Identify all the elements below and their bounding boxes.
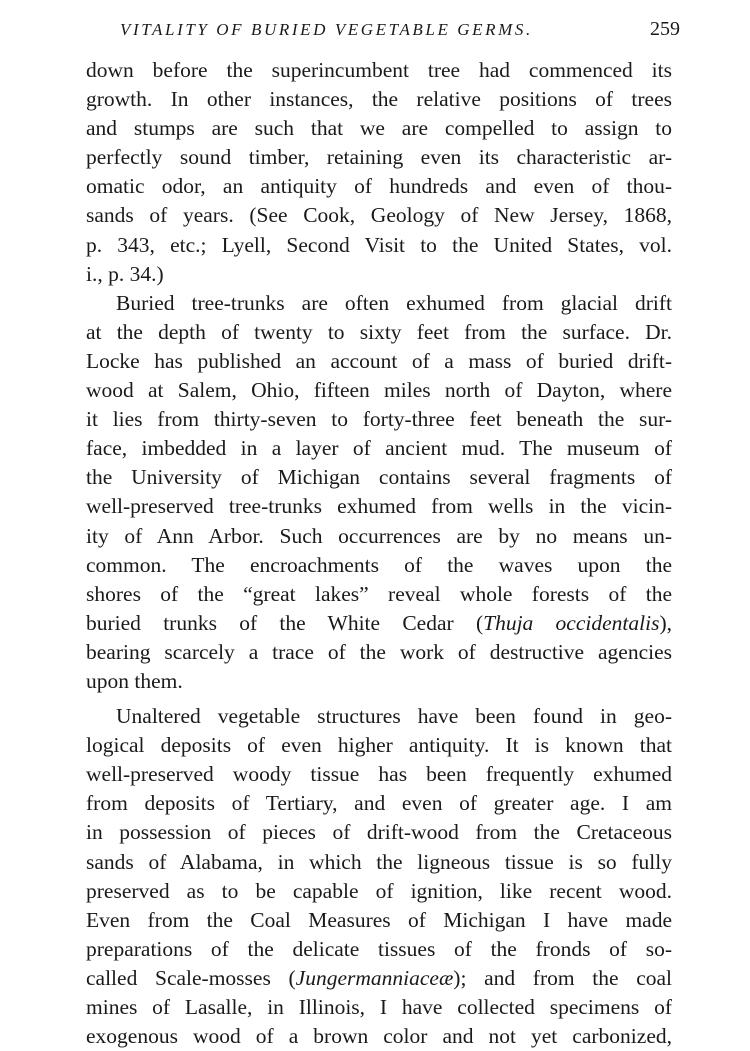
text-line: well-preserved woody tissue has been frequently exhumed [86,762,672,787]
text-line: perfectly sound timber, retaining even its characteristic ar- [86,145,672,170]
text-line: in possession of pieces of drift-wood from the Cretaceous [86,820,672,845]
paragraph-1 [86,56,672,289]
text-line: growth. In other instances, the relative positions of trees [86,87,672,112]
text-line: sands of Alabama, in which the ligneous tissue is so fully [86,849,672,874]
italic-taxon-name: Thuja occidentalis [483,610,660,635]
text-line: at the depth of twenty to sixty feet from the surface. Dr. [86,319,672,344]
italic-taxon-name: Jungermanniaceæ [295,965,454,990]
text-line: buried trunks of the White Cedar (Thuja occidentalis), [86,610,672,635]
text-line: sands of years. (See Cook, Geology of New Jersey, 1868, [86,203,672,228]
text-line: face, imbedded in a layer of ancient mud. The museum of [86,436,672,461]
text-line: and stumps are such that we are compelled to assign to [86,116,672,141]
text-line: preparations of the delicate tissues of the fronds of so- [86,936,672,961]
paragraph-2 [86,289,672,696]
running-title: VITALITY OF BURIED VEGETABLE GERMS. [120,20,533,39]
text-line: upon them. [86,668,183,693]
text-line: Locke has published an account of a mass of buried drift- [86,348,672,373]
text-line: wood at Salem, Ohio, fifteen miles north of Dayton, where [86,378,672,403]
running-header [120,16,680,50]
text-line: exogenous wood of a brown color and not yet carbonized, [86,1024,672,1049]
text-line: well-preserved tree-trunks exhumed from wells in the vicin- [86,494,672,519]
text-line: ity of Ann Arbor. Such occurrences are by no means un- [86,523,672,548]
text-line: shores of the “great lakes” reveal whole forests of the [86,581,672,606]
text-line: Even from the Coal Measures of Michigan I have made [86,907,672,932]
text-line: omatic odor, an antiquity of hundreds and even of thou- [86,174,672,199]
text-line: bearing scarcely a trace of the work of destructive agencies [86,639,672,664]
page-number: 259 [650,18,680,40]
text-line: common. The encroachments of the waves upon the [86,552,672,577]
text-line: from deposits of Tertiary, and even of greater age. I am [86,791,672,816]
paragraph-3 [86,702,672,1051]
text-line: the University of Michigan contains several fragments of [86,465,672,490]
text-line: down before the superincumbent tree had commenced its [86,58,672,82]
text-line: Buried tree-trunks are often exhumed from glacial drift [116,290,672,315]
text-line: p. 343, etc.; Lyell, Second Visit to the United States, vol. [86,232,672,257]
text-line: logical deposits of even higher antiquity. It is known that [86,733,672,758]
text-line: Unaltered vegetable structures have been found in geo- [116,704,672,729]
text-line: called Scale-mosses (Jungermanniaceæ); and from the coal [86,965,672,990]
body-text [86,56,672,1051]
text-line: it lies from thirty-seven to forty-three feet beneath the sur- [86,407,672,432]
text-line: preserved as to be capable of ignition, like recent wood. [86,878,672,903]
text-line: i., p. 34.) [86,261,164,286]
text-line: mines of Lasalle, in Illinois, I have collected specimens of [86,995,672,1019]
